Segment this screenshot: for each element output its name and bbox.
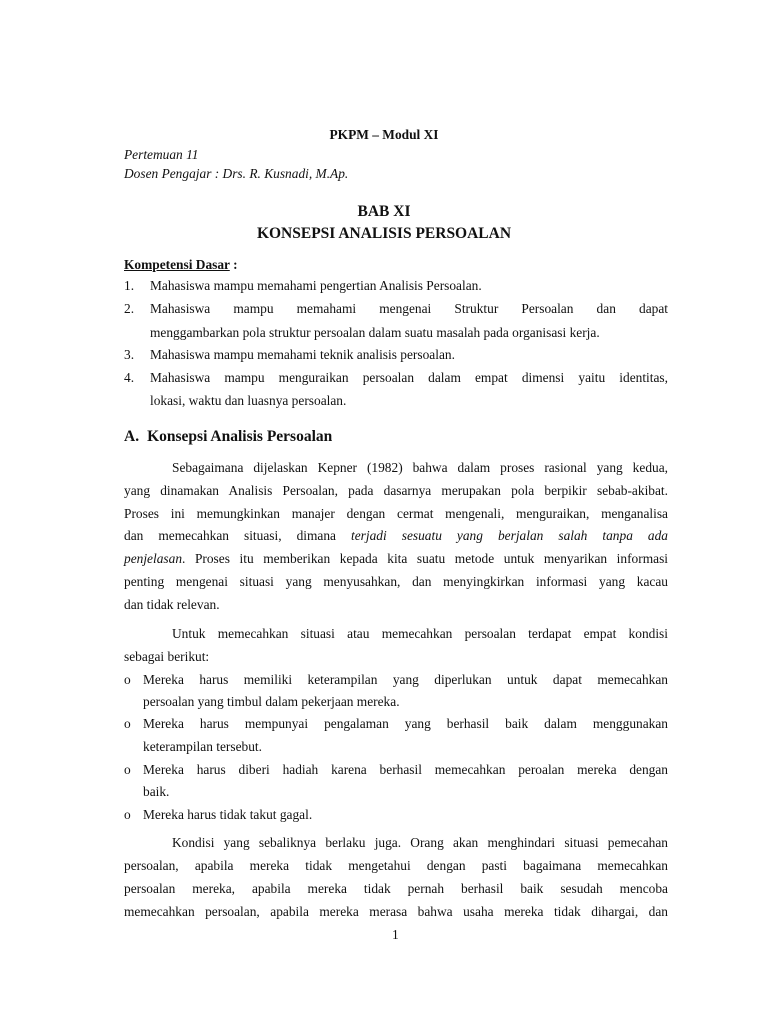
- bullet-1-line-2: persoalan yang timbul dalam pekerjaan mereka.: [143, 694, 400, 709]
- chapter-title: KONSEPSI ANALISIS PERSOALAN: [256, 225, 512, 242]
- bullet-4-line-1: Mereka harus tidak takut gagal.: [143, 807, 313, 822]
- competency-item-2-line-2: menggambarkan pola struktur persoalan dalam suatu masalah pada organisasi kerja.: [150, 325, 600, 340]
- competency-item-2-line-1: Mahasiswa mampu memahami mengenai Struktur Persoalan dan dapat: [150, 301, 668, 316]
- competency-heading: [124, 257, 238, 273]
- para1-line-6: penting mengenai situasi yang menyusahkan, dan menyingkirkan informasi yang kacau: [124, 574, 668, 589]
- para1-line-2: yang dinamakan Analisis Persoalan, pada dasarnya merupakan pola berpikir sebab-akibat.: [124, 483, 668, 498]
- competency-item-4-line-1: Mahasiswa mampu menguraikan persoalan dalam empat dimensi yaitu identitas,: [150, 370, 668, 385]
- bullet-marker-1: o: [124, 672, 131, 687]
- para1-line-3: Proses ini memungkinkan manajer dengan cermat mengenali, menguraikan, menganalisa: [124, 506, 668, 521]
- competency-item-1: Mahasiswa mampu memahami pengertian Analisis Persoalan.: [150, 278, 482, 293]
- para1-line-4-italic: terjadi sesuatu yang berjalan salah tanpa ada: [351, 528, 668, 543]
- competency-number-4: 4.: [124, 370, 135, 385]
- competency-number-1: 1.: [124, 278, 135, 293]
- para2-line-2: sebagai berikut:: [124, 649, 210, 664]
- para1-line-1: Sebagaimana dijelaskan Kepner (1982) bahwa dalam proses rasional yang kedua,: [172, 460, 668, 475]
- para1-line-7: dan tidak relevan.: [124, 597, 220, 612]
- para3-line-4: memecahkan persoalan, apabila mereka merasa bahwa usaha mereka tidak dihargai, dan: [124, 904, 668, 919]
- para1-line-5: [124, 551, 668, 567]
- lecturer-info: Dosen Pengajar : Drs. R. Kusnadi, M.Ap.: [124, 166, 349, 181]
- competency-item-3: Mahasiswa mampu memahami teknik analisis persoalan.: [150, 347, 455, 362]
- bullet-2-line-2: keterampilan tersebut.: [143, 739, 262, 754]
- competency-heading-colon: :: [229, 257, 238, 272]
- section-a-marker: A.: [124, 428, 140, 445]
- section-a-title: Konsepsi Analisis Persoalan: [147, 428, 333, 445]
- section-a-heading: [124, 428, 332, 446]
- para3-line-3: persoalan mereka, apabila mereka tidak pernah berhasil baik sesudah mencoba: [124, 881, 668, 896]
- para1-line-5-text: . Proses itu memberikan kepada kita suatu metode untuk menyarikan informasi: [182, 551, 668, 566]
- para3-line-1: Kondisi yang sebaliknya berlaku juga. Orang akan menghindari situasi pemecahan: [172, 835, 668, 850]
- competency-heading-label: Kompetensi Dasar: [124, 257, 230, 272]
- running-header: PKPM – Modul XI: [329, 127, 439, 142]
- bullet-3-line-2: baik.: [143, 784, 170, 799]
- bullet-3-line-1: Mereka harus diberi hadiah karena berhasil memecahkan peroalan mereka dengan: [143, 762, 668, 777]
- para1-line-4-text: dan memecahkan situasi, dimana: [124, 528, 336, 543]
- competency-item-4-line-2: lokasi, waktu dan luasnya persoalan.: [150, 393, 347, 408]
- page-number: 1: [392, 927, 399, 942]
- chapter-number: BAB XI: [357, 203, 411, 220]
- para2-line-1: Untuk memecahkan situasi atau memecahkan persoalan terdapat empat kondisi: [172, 626, 668, 641]
- meeting-info: Pertemuan 11: [124, 147, 199, 162]
- para1-line-5-italic: penjelasan: [124, 551, 183, 566]
- para3-line-2: persoalan, apabila mereka tidak mengetahui dengan pasti bagaimana memecahkan: [124, 858, 668, 873]
- bullet-1-line-1: Mereka harus memiliki keterampilan yang diperlukan untuk dapat memecahkan: [143, 672, 668, 687]
- bullet-marker-4: o: [124, 807, 131, 822]
- competency-number-2: 2.: [124, 301, 135, 316]
- para1-line-4: [124, 528, 668, 544]
- competency-number-3: 3.: [124, 347, 135, 362]
- bullet-marker-3: o: [124, 762, 131, 777]
- bullet-marker-2: o: [124, 716, 131, 731]
- bullet-2-line-1: Mereka harus mempunyai pengalaman yang berhasil baik dalam menggunakan: [143, 716, 668, 731]
